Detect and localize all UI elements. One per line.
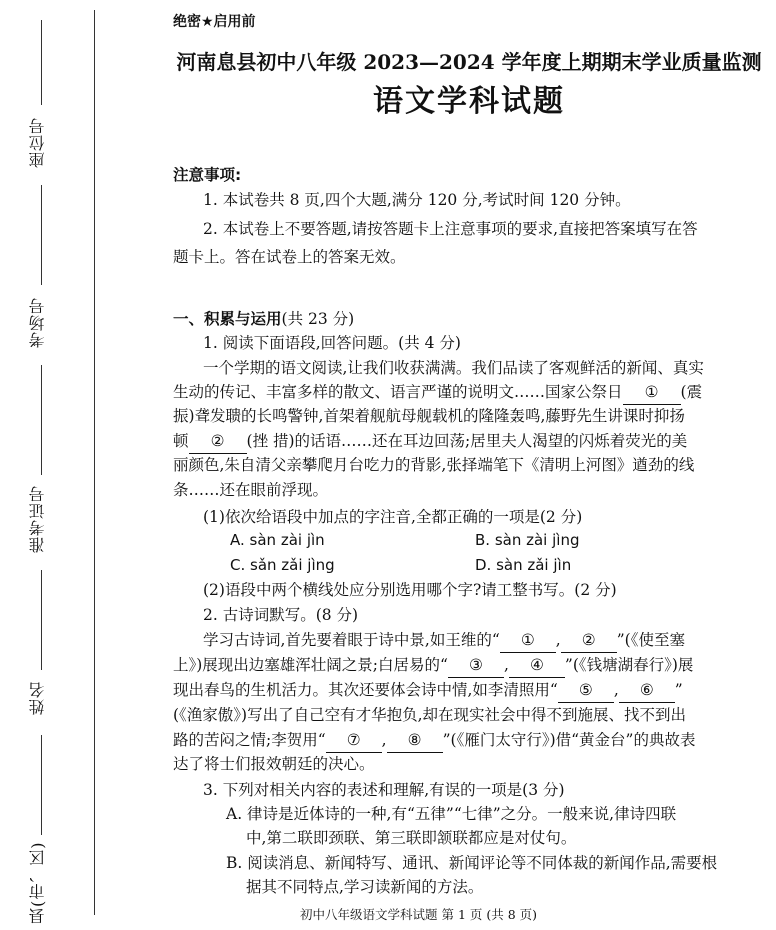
- passage-blank-1: ①: [623, 380, 681, 405]
- notice-item-2a: 2. 本试卷上不要答题,请按答题卡上注意事项的要求,直接把答案填写在答: [203, 220, 698, 238]
- passage-line-2-text: 生动的传记、丰富多样的散文、语言严谨的说明文……国家公祭日: [173, 383, 623, 401]
- admission-line: [41, 365, 42, 475]
- passage-line-5: 丽颜色,朱自清父亲攀爬月台吃力的背影,张择端笔下《清明上河图》遒劲的线: [173, 456, 695, 474]
- passage-line-4: [173, 429, 687, 454]
- q2-line-2-source: ”(《钱塘湖春行》)展: [564, 656, 694, 674]
- poem-blank-5: ⑤: [558, 678, 614, 703]
- secret-mark: 绝密★启用前: [173, 14, 256, 30]
- poem-blank-7: ⑦: [326, 728, 382, 753]
- q2-line-5-text: 路的苦闷之情;李贺用“: [173, 731, 326, 749]
- passage-blank-1-hint: (震: [680, 383, 703, 401]
- q1-stem: 1. 阅读下面语段,回答问题。(共 4 分): [203, 334, 461, 352]
- q2-line-3-quote: ”: [674, 681, 683, 699]
- name-line: [41, 570, 42, 670]
- q2-line-2: 上》)展现出边塞雄浑壮阔之景;白居易的“ ③ , ④ ”(《钱塘湖春行》)展: [173, 653, 693, 678]
- q2-line-1: 学习古诗词,首先要着眼于诗中景,如王维的“ ① , ② ”(《使至塞: [203, 628, 685, 653]
- q2-line-2-text: 上》)展现出边塞雄浑壮阔之景;白居易的“: [173, 656, 448, 674]
- poem-blank-2: ②: [561, 628, 617, 653]
- page-footer: 初中八年级语文学科试题 第 1 页 (共 8 页): [300, 907, 538, 922]
- exam-title: 河南息县初中八年级 2023—2024 学年度上期期末学业质量监测: [176, 50, 762, 74]
- passage-line-2: [173, 380, 702, 405]
- section-1-score: (共 23 分): [281, 310, 355, 328]
- poem-blank-4: ④: [509, 653, 565, 678]
- passage-line-4-text: 顿: [173, 432, 189, 450]
- passage-line-3: 振)聋发聩的长鸣警钟,首架着舰航母舰载机的隆隆轰鸣,藤野先生讲课时抑扬: [173, 407, 685, 425]
- q2-line-4: (《渔家傲》)写出了自己空有才华抱负,却在现实社会中得不到施展、找不到出: [173, 706, 687, 724]
- q2-line-1-source: ”(《使至塞: [616, 631, 685, 649]
- poem-blank-6: ⑥: [619, 678, 675, 703]
- q3-option-a-2: 中,第二联即颈联、第三联即颔联都应是对仗句。: [246, 829, 577, 847]
- passage-line-4-rest: (挫 措)的话语……还在耳边回荡;居里夫人渴望的闪烁着荧光的美: [246, 432, 688, 450]
- q2-line-3-text: 现出春鸟的生机活力。其次还要体会诗中情,如李清照用“: [173, 681, 558, 699]
- option-b[interactable]: B. sàn zài jìng: [475, 531, 580, 549]
- notice-heading: 注意事项:: [173, 166, 242, 184]
- notice-item-1: 1. 本试卷共 8 页,四个大题,满分 120 分,考试时间 120 分钟。: [203, 191, 631, 209]
- binding-strip: [0, 0, 95, 930]
- notice-item-2b: 题卡上。答在试卷上的答案无效。: [173, 248, 406, 266]
- exam-room-line: [41, 185, 42, 285]
- q2-line-1-text: 学习古诗词,首先要着眼于诗中景,如王维的“: [203, 631, 500, 649]
- q2-line-5: 路的苦闷之情;李贺用“ ⑦ , ⑧ ”(《雁门太守行》)借“黄金台”的典故表: [173, 728, 695, 753]
- option-a[interactable]: A. sàn zài jìn: [230, 531, 325, 549]
- q1-sub-1: (1)依次给语段中加点的字注音,全都正确的一项是(2 分): [203, 508, 583, 526]
- subject-title: 语文学科试题: [373, 84, 565, 119]
- q3-option-b-2: 据其不同特点,学习读新闻的方法。: [246, 878, 484, 896]
- section-1-name: 一、积累与运用: [173, 310, 282, 328]
- poem-blank-8: ⑧: [387, 728, 443, 753]
- binding-divider: [94, 10, 95, 915]
- county-line: [41, 735, 42, 835]
- q1-sub-2: (2)语段中两个横线处应分别选用哪个字?请工整书写。(2 分): [203, 581, 617, 599]
- q2-line-6: 达了将士们报效朝廷的决心。: [173, 755, 375, 773]
- passage-line-1: 一个学期的语文阅读,让我们收获满满。我们品读了客观鲜活的新闻、真实: [203, 359, 704, 377]
- q3-stem: 3. 下列对相关内容的表述和理解,有误的一项是(3 分): [203, 781, 565, 799]
- seat-line: [41, 20, 42, 105]
- poem-blank-3: ③: [448, 653, 504, 678]
- county-label: 县(市、区): [28, 841, 47, 925]
- q2-line-5-source: ”(《雁门太守行》)借“黄金台”的典故表: [442, 731, 696, 749]
- q3-option-a-1[interactable]: A. 律诗是近体诗的一种,有“五律”“七律”之分。一般来说,律诗四联: [226, 805, 677, 823]
- seat-label: 座位号: [28, 117, 47, 169]
- passage-line-6: 条……还在眼前浮现。: [173, 481, 329, 499]
- admission-no-label: 准考证号: [28, 485, 47, 553]
- name-label: 姓名: [28, 681, 47, 715]
- q3-option-b-1[interactable]: B. 阅读消息、新闻特写、通讯、新闻评论等不同体裁的新闻作品,需要根: [226, 854, 718, 872]
- section-1-title: [173, 307, 354, 331]
- exam-room-label: 考场号: [28, 297, 47, 349]
- option-d[interactable]: D. sàn zǎi jìn: [475, 556, 572, 574]
- poem-blank-1: ①: [500, 628, 556, 653]
- option-c[interactable]: C. sǎn zǎi jìng: [230, 556, 335, 574]
- q2-line-3: 现出春鸟的生机活力。其次还要体会诗中情,如李清照用“ ⑤ , ⑥ ”: [173, 678, 683, 703]
- passage-blank-2: ②: [189, 429, 247, 454]
- q2-stem: 2. 古诗词默写。(8 分): [203, 606, 359, 624]
